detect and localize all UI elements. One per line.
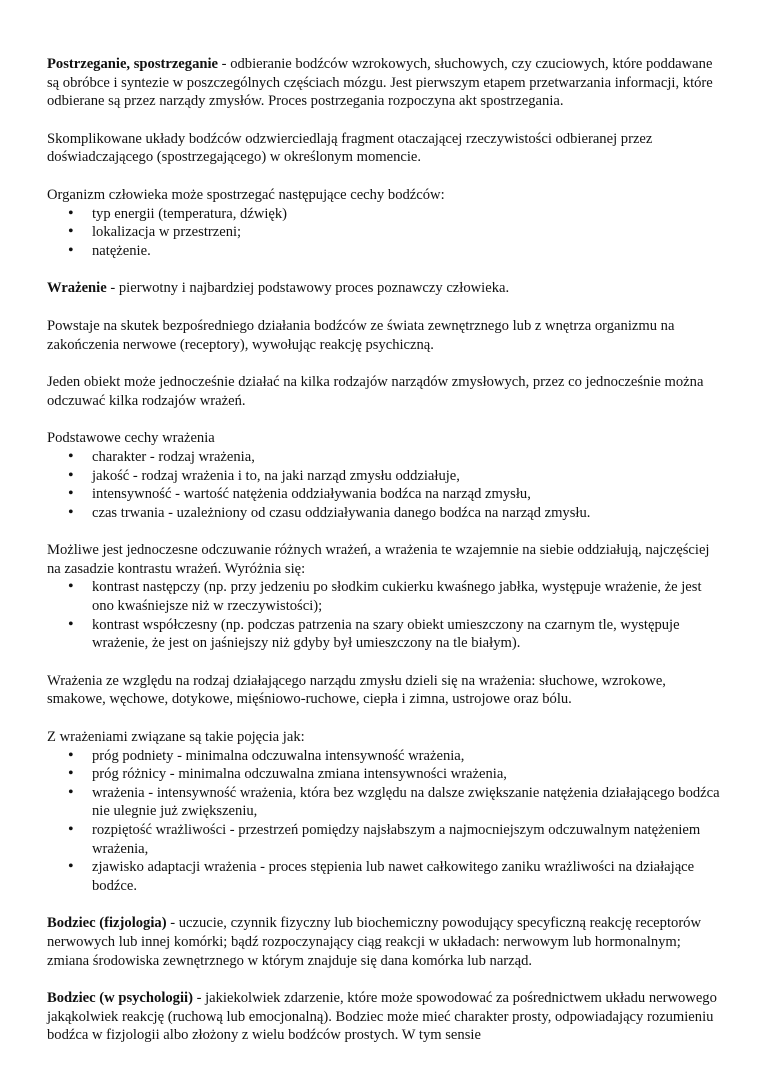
- paragraph-bodziec-psychologia: [47, 989, 720, 1045]
- list-item: • intensywność - wartość natężenia oddziaływania bodźca na narząd zmysłu,: [47, 485, 720, 504]
- paragraph-cechy-bodzcow-lead: Organizm człowieka może spostrzegać następujące cechy bodźców:: [47, 186, 445, 203]
- paragraph-bodziec-fizjologia: [47, 914, 720, 970]
- term-bodziec-fizjologia: Bodziec (fizjologia): [47, 915, 167, 932]
- definition-bodziec-fizjologia: - uczucie, czynnik fizyczny lub biochemiczny powodujący specyficzną reakcję receptorów nerwowych lub innej komórki; bądź rozpoczynający ciąg reakcji w układach: nerwowym lub hormonalnym; zmiana środowiska zewnętrznego w którym znajduje się dana komórka lub narząd.: [47, 915, 702, 969]
- paragraph-cechy-wrazenia-lead: Podstawowe cechy wrażenia: [47, 430, 215, 447]
- list-item: • typ energii (temperatura, dźwięk): [47, 205, 720, 224]
- list-kontrast: [47, 578, 720, 652]
- paragraph-powstaje: Powstaje na skutek bezpośredniego działania bodźców ze świata zewnętrznego lub z wnętrza organizmu na zakończenia nerwowe (receptory), wywołując reakcję psychiczną.: [47, 317, 675, 353]
- list-item: • czas trwania - uzależniony od czasu oddziaływania danego bodźca na narząd zmysłu.: [47, 504, 720, 523]
- list-item: • kontrast współczesny (np. podczas patrzenia na szary obiekt umieszczony na czarnym tle, występuje wrażenie, że jest on jaśniejszy niż gdyby był umieszczony na tle białym).: [47, 616, 720, 653]
- paragraph-wrazenie: [47, 279, 720, 298]
- list-item: • jakość - rodzaj wrażenia i to, na jaki narząd zmysłu oddziałuje,: [47, 467, 720, 486]
- paragraph-kontrast-lead: Możliwe jest jednoczesne odczuwanie różnych wrażeń, a wrażenia te wzajemnie na siebie oddziałują, najczęściej na zasadzie kontrastu wrażeń. Wyróżnia się:: [47, 542, 710, 577]
- list-item: • rozpiętość wrażliwości - przestrzeń pomiędzy najsłabszym a najmocniejszym odczuwalnym natężeniem wrażenia,: [47, 821, 720, 858]
- definition-postrzeganie: - odbieranie bodźców wzrokowych, słuchowych, czy czuciowych, które poddawane są obróbce i syntezie w poszczególnych częściach mózgu. Jest pierwszym etapem przetwarzania informacji, które odbierane są przez narządy zmysłów. Proces postrzegania rozpoczyna akt spostrzegania.: [47, 56, 713, 110]
- definition-wrazenie: - pierwotny i najbardziej podstawowy proces poznawczy człowieka.: [106, 280, 510, 297]
- list-item: • charakter - rodzaj wrażenia,: [47, 448, 720, 467]
- definition-bodziec-psychologia: - jakiekolwiek zdarzenie, które może spowodować za pośrednictwem układu nerwowego jakąkolwiek reakcję (ruchową lub emocjonalną). Bodziec może mieć charakter prosty, odpowiadający rozumieniu bodźca w fizjologii albo złożony z wielu bodźców prostych. W tym sensie: [47, 990, 717, 1044]
- list-pojecia: [47, 747, 720, 896]
- paragraph-pojecia-lead: Z wrażeniami związane są takie pojęcia jak:: [47, 729, 305, 746]
- list-item: • natężenie.: [47, 242, 720, 261]
- list-cechy-wrazenia: [47, 448, 720, 522]
- list-cechy-bodzcow: [47, 205, 720, 261]
- list-item: • wrażenia - intensywność wrażenia, która bez względu na dalsze zwiększanie natężenia działającego bodźca nie ulegnie już zwiększeniu,: [47, 784, 720, 821]
- term-bodziec-psychologia: Bodziec (w psychologii): [47, 990, 193, 1007]
- term-wrazenie: Wrażenie: [47, 280, 107, 297]
- paragraph-jeden-obiekt: Jeden obiekt może jednocześnie działać na kilka rodzajów narządów zmysłowych, przez co jednocześnie można odczuwać kilka rodzajów wrażeń.: [47, 374, 704, 409]
- paragraph-uklady-bodzcow: Skomplikowane układy bodźców odzwierciedlają fragment otaczającej rzeczywistości odbieranej przez doświadczającego (spostrzegającego) w określonym momencie.: [47, 130, 653, 166]
- list-item: • lokalizacja w przestrzeni;: [47, 223, 720, 242]
- term-postrzeganie: Postrzeganie, spostrzeganie: [47, 56, 219, 72]
- paragraph-rodzaje-wrazen: Wrażenia ze względu na rodzaj działającego narządu zmysłu dzieli się na wrażenia: słuchowe, wzrokowe, smakowe, węchowe, dotykowe, mięśniowo-ruchowe, ciepła i zimna, ustrojowe oraz bólu.: [47, 672, 666, 708]
- list-item: • kontrast następczy (np. przy jedzeniu po słodkim cukierku kwaśnego jabłka, występuje wrażenie, że jest ono kwaśniejsze niż w rzeczywistości);: [47, 578, 720, 615]
- list-item: • zjawisko adaptacji wrażenia - proces stępienia lub nawet całkowitego zaniku wrażliwości na działające bodźce.: [47, 858, 720, 895]
- list-item: • próg podniety - minimalna odczuwalna intensywność wrażenia,: [47, 747, 720, 766]
- list-item: • próg różnicy - minimalna odczuwalna zmiana intensywności wrażenia,: [47, 765, 720, 784]
- paragraph-postrzeganie: [47, 55, 720, 111]
